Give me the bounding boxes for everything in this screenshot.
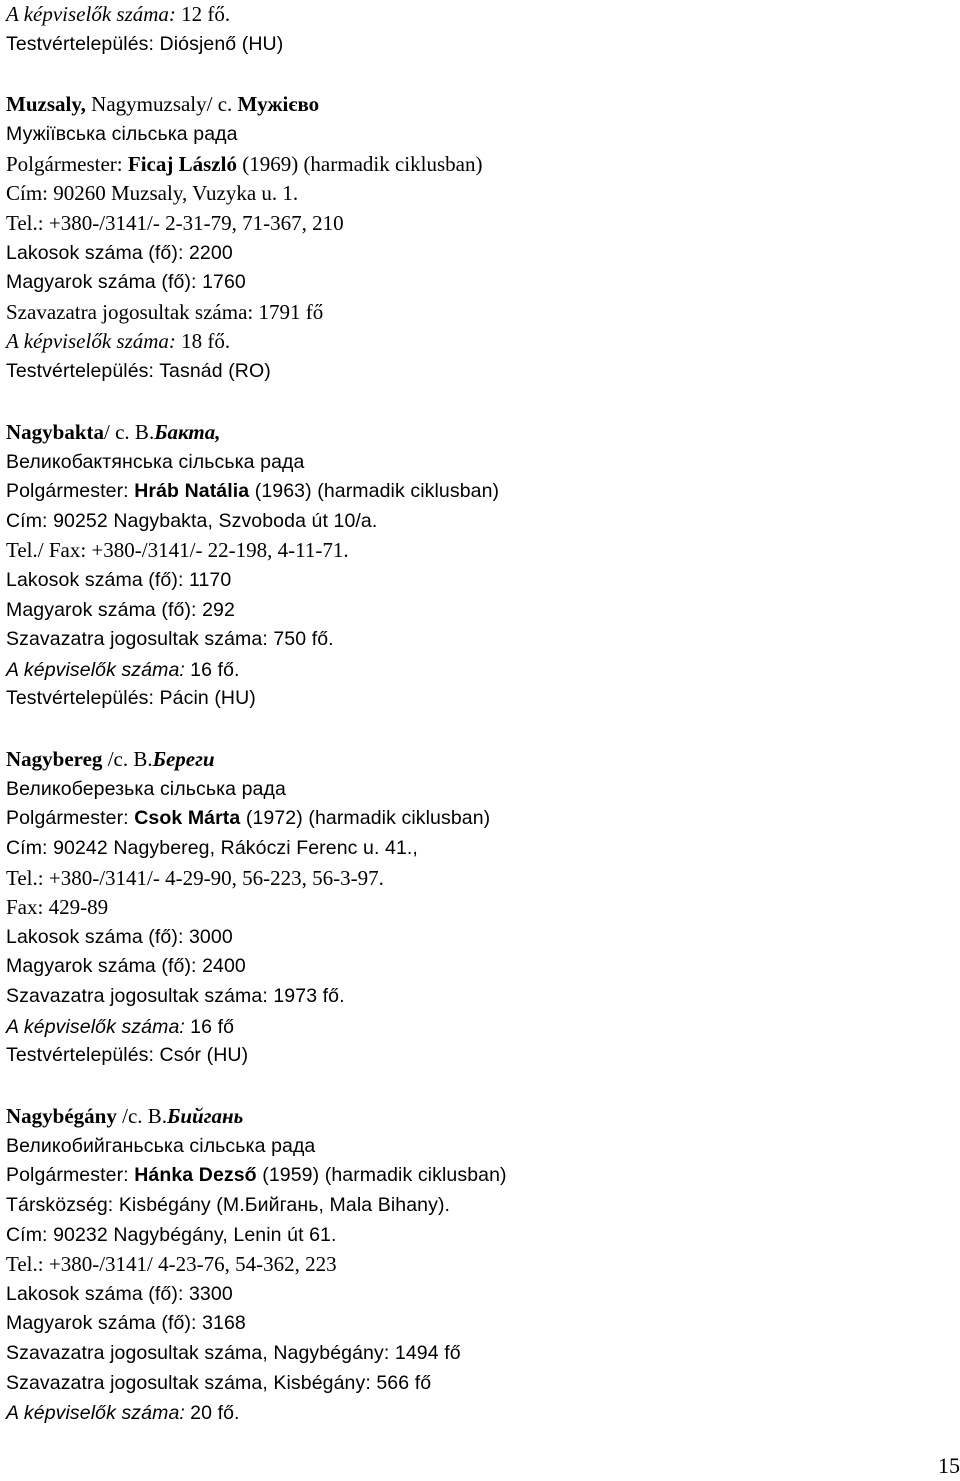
phone-line: Tel.: +380-/3141/ 4-23-76, 54-362, 223 (6, 1252, 337, 1277)
village-name: Nagybégány (6, 1103, 117, 1128)
village-alt-name: Nagymuzsaly/ с. (91, 92, 233, 117)
mayor-name: Hráb Natália (134, 480, 250, 503)
representatives-label: A képviselők száma: (6, 1402, 185, 1425)
mayor-name: Csok Márta (134, 807, 241, 830)
mayor-line (6, 477, 946, 507)
village-council: Мужіївська сільська рада (6, 123, 238, 146)
voters-line: Szavazatra jogosultak száma, Kisbégány: 566 fő (6, 1371, 432, 1394)
mayor-label: Polgármester: (6, 480, 129, 503)
mayor-details: (1969) (harmadik ciklusban) (242, 151, 483, 176)
mayor-line (6, 804, 946, 834)
phone-line: Tel./ Fax: +380-/3141/- 22-198, 4-11-71. (6, 538, 349, 563)
mayor-details: (1963) (harmadik ciklusban) (254, 480, 500, 503)
village-cyrillic-name: Мужієво (237, 92, 320, 117)
village-council: Великобактянська сільська рада (6, 450, 305, 473)
representatives-line (6, 655, 946, 685)
population-line: Lakosok száma (fő): 3300 (6, 1282, 233, 1305)
mayor-label: Polgármester: (6, 807, 129, 830)
twin-town: Testvértelepülés: Tasnád (RO) (6, 359, 271, 382)
address-line: Cím: 90232 Nagybégány, Lenin út 61. (6, 1223, 337, 1246)
mayor-label: Polgármester: (6, 151, 123, 176)
representatives-label: A képviselők száma: (6, 1015, 185, 1038)
twin-town: Testvértelepülés: Csór (HU) (6, 1044, 249, 1067)
representatives-label: A képviselők száma: (6, 2, 176, 26)
village-alt-name: /с. В. (107, 746, 153, 771)
village-alt-name: /с. В. (122, 1103, 168, 1128)
hungarians-line: Magyarok száma (fő): 292 (6, 598, 235, 621)
twin-town: Testvértelepülés: Diósjenő (HU) (6, 32, 284, 55)
mayor-name: Ficaj László (127, 151, 237, 176)
entry-heading (6, 417, 946, 448)
village-cyrillic-name: Бакта, (154, 419, 221, 444)
village-council: Великоберезька сільська рада (6, 777, 286, 800)
hungarians-line: Magyarok száma (fő): 3168 (6, 1312, 246, 1335)
twin-town: Testvértelepülés: Pácin (HU) (6, 687, 256, 710)
mayor-line (6, 1161, 946, 1191)
representatives-value: 16 fő. (190, 658, 240, 681)
voters-line: Szavazatra jogosultak száma, Nagybégány: 1494 fő (6, 1341, 461, 1364)
phone-line: Tel.: +380-/3141/- 4-29-90, 56-223, 56-3-97. (6, 865, 384, 890)
address-line: Cím: 90242 Nagybereg, Rákóczi Ferenc u. 41., (6, 837, 418, 860)
entry-previous-tail (6, 0, 946, 59)
associated-village-line: Társközség: Kisbégány (М.Бийгань, Mala Bihany). (6, 1194, 451, 1216)
hungarians-line: Magyarok száma (fő): 1760 (6, 271, 246, 294)
mayor-details: (1959) (harmadik ciklusban) (262, 1164, 507, 1187)
representatives-line (6, 1398, 946, 1428)
entry-nagybakta (6, 417, 946, 714)
village-council: Великобийганьська сільська рада (6, 1134, 316, 1157)
village-alt-name: / с. В. (104, 419, 155, 444)
document-body (6, 0, 946, 1428)
mayor-details: (1972) (harmadik ciklusban) (245, 807, 491, 830)
representatives-line (6, 0, 946, 30)
mayor-line (6, 150, 946, 180)
representatives-value: 16 fő (190, 1015, 235, 1038)
population-line: Lakosok száma (fő): 1170 (6, 568, 232, 591)
representatives-value: 18 fő. (181, 329, 231, 354)
address-line: Cím: 90260 Muzsaly, Vuzyka u. 1. (6, 181, 299, 206)
hungarians-line: Magyarok száma (fő): 2400 (6, 955, 246, 978)
representatives-line (6, 327, 946, 357)
village-name: Nagybakta (6, 419, 105, 444)
address-line: Cím: 90252 Nagybakta, Szvoboda út 10/a. (6, 509, 378, 532)
village-name: Muzsaly, (6, 92, 86, 117)
representatives-value: 20 fő. (190, 1402, 240, 1425)
population-line: Lakosok száma (fő): 3000 (6, 925, 233, 948)
village-cyrillic-name: Бийгань (167, 1103, 244, 1128)
voters-line: Szavazatra jogosultak száma: 1791 fő (6, 299, 324, 324)
population-line: Lakosok száma (fő): 2200 (6, 241, 233, 264)
representatives-line (6, 1012, 946, 1042)
village-name: Nagybereg (6, 746, 103, 771)
entry-heading (6, 744, 946, 775)
representatives-label: A képviselők száma: (6, 329, 176, 354)
village-cyrillic-name: Береги (152, 746, 215, 771)
mayor-name: Hánka Dezső (134, 1164, 257, 1187)
entry-heading (6, 1101, 946, 1132)
mayor-label: Polgármester: (6, 1164, 129, 1187)
representatives-label: A képviselők száma: (6, 658, 185, 681)
entry-muzsaly (6, 89, 946, 386)
phone-line: Tel.: +380-/3141/- 2-31-79, 71-367, 210 (6, 210, 344, 235)
voters-line: Szavazatra jogosultak száma: 1973 fő. (6, 985, 345, 1008)
entry-heading (6, 89, 946, 120)
fax-line: Fax: 429-89 (6, 895, 109, 920)
voters-line: Szavazatra jogosultak száma: 750 fő. (6, 628, 334, 651)
entry-nagybereg (6, 744, 946, 1071)
entry-nagybegany (6, 1101, 946, 1428)
representatives-value: 12 fő. (181, 2, 231, 26)
page-number: 15 (938, 1453, 960, 1478)
